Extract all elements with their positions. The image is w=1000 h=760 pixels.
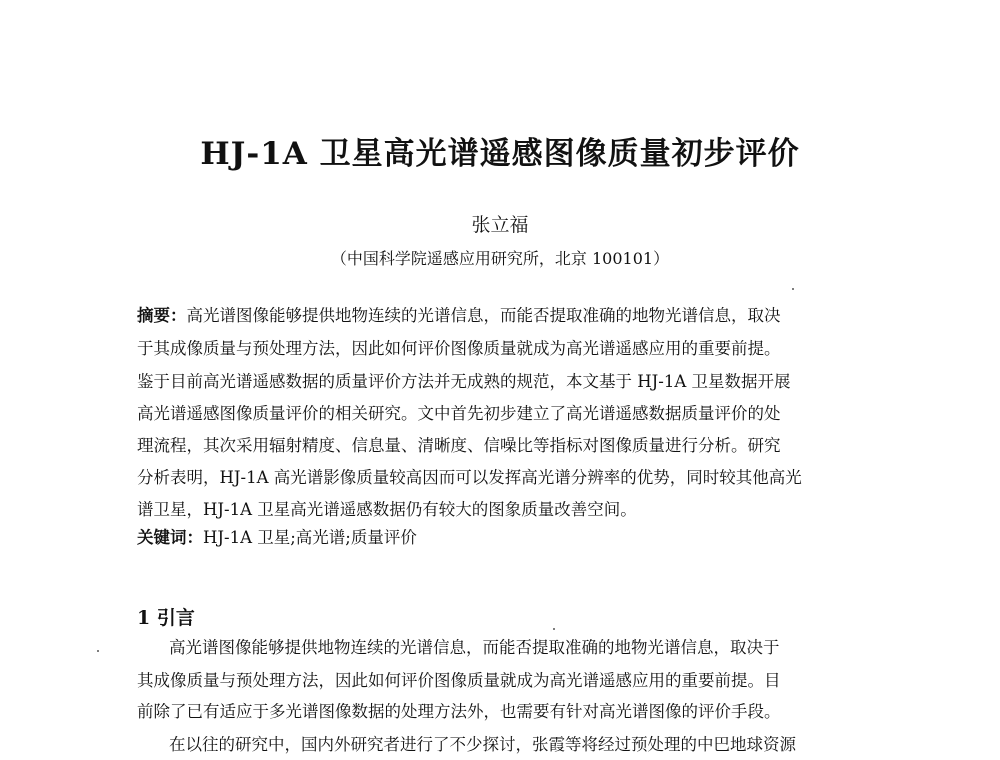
scan-speck [553, 628, 555, 630]
abstract-line [137, 306, 895, 326]
body-line: 前除了已有适应于多光谱图像数据的处理方法外，也需要有针对高光谱图像的评价手段。 [137, 702, 781, 721]
body-line: 在以往的研究中，国内外研究者进行了不少探讨，张霞等将经过预处理的中巴地球资源 [169, 735, 796, 754]
abstract-line: 于其成像质量与预处理方法，因此如何评价图像质量就成为高光谱遥感应用的重要前提。 [137, 339, 781, 358]
abstract-line: 理流程，其次采用辐射精度、信息量、清晰度、信噪比等指标对图像质量进行分析。研究 [137, 436, 781, 455]
paper-title: HJ-1A 卫星高光谱遥感图像质量初步评价 [200, 136, 800, 172]
body-line: 高光谱图像能够提供地物连续的光谱信息，而能否提取准确的地物光谱信息，取决于 [169, 638, 780, 657]
keywords-text: HJ-1A 卫星;高光谱;质量评价 [203, 528, 417, 547]
abstract-line: 分析表明，HJ-1A 高光谱影像质量较高因而可以发挥高光谱分辨率的优势，同时较其他高光 [137, 468, 802, 487]
body-line: 其成像质量与预处理方法，因此如何评价图像质量就成为高光谱遥感应用的重要前提。目 [137, 671, 781, 690]
scan-speck [97, 650, 99, 652]
abstract-label: 摘要： [137, 306, 187, 325]
author-name: 张立福 [471, 214, 529, 236]
scan-speck [792, 288, 794, 290]
section-heading: 1 引言 [137, 607, 195, 629]
abstract-line: 高光谱遥感图像质量评价的相关研究。文中首先初步建立了高光谱遥感数据质量评价的处 [137, 404, 781, 423]
abstract-line: 鉴于目前高光谱遥感数据的质量评价方法并无成熟的规范，本文基于 HJ-1A 卫星数据开展 [137, 372, 791, 391]
author-affiliation: （中国科学院遥感应用研究所，北京 100101） [330, 249, 670, 268]
abstract-line: 谱卫星，HJ-1A 卫星高光谱遥感数据仍有较大的图象质量改善空间。 [137, 500, 637, 519]
keywords-label: 关键词： [137, 528, 203, 547]
keywords-line [137, 528, 895, 548]
abstract-text: 高光谱图像能够提供地物连续的光谱信息，而能否提取准确的地物光谱信息，取决 [186, 306, 781, 325]
